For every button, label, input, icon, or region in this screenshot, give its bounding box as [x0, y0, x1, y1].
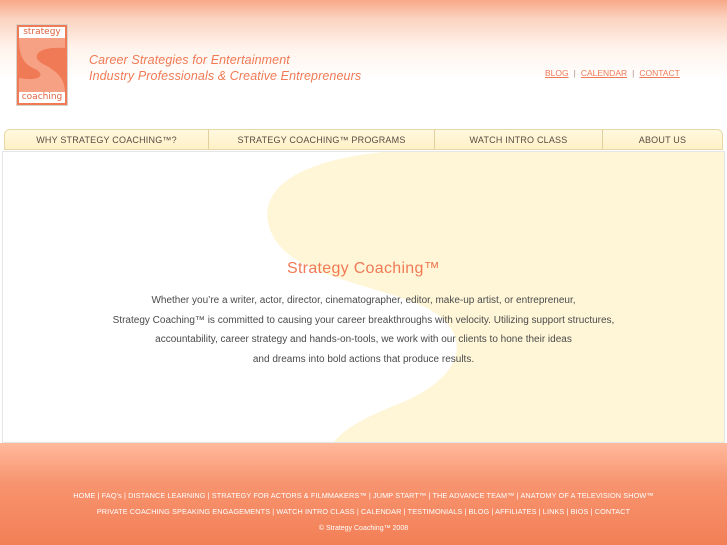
nav-why-strategy-coaching[interactable]: WHY STRATEGY COACHING™?: [5, 130, 209, 149]
footer-links: [0, 488, 727, 520]
top-links: [545, 68, 680, 78]
nav-watch-intro-class[interactable]: WATCH INTRO CLASS: [435, 130, 603, 149]
logo[interactable]: [16, 24, 68, 106]
calendar-link[interactable]: CALENDAR: [580, 68, 628, 78]
logo-top-text: strategy: [19, 27, 65, 38]
nav-programs[interactable]: STRATEGY COACHING™ PROGRAMS: [209, 130, 435, 149]
tagline-line-1: Career Strategies for Entertainment: [89, 53, 290, 67]
tagline-line-2: Industry Professionals & Creative Entrepreneurs: [89, 69, 362, 83]
intro-line: accountability, career strategy and hands-on-tools, we work with our clients to hone their ideas: [155, 334, 572, 345]
header: [0, 0, 727, 128]
intro-line: Whether you’re a writer, actor, director, cinematographer, editor, make-up artist, or entrepreneur,: [151, 295, 576, 306]
intro-line: Strategy Coaching™ is committed to causing your career breakthroughs with velocity. Utilizing support structures,: [112, 314, 615, 326]
logo-s-icon: [19, 38, 65, 93]
footer: [0, 443, 727, 545]
page-title: Strategy Coaching™: [286, 260, 441, 277]
separator: |: [573, 68, 576, 78]
blog-link[interactable]: BLOG: [545, 68, 569, 78]
logo-bottom-text: coaching: [19, 92, 65, 103]
intro-paragraph: [3, 291, 724, 369]
footer-links-line-2[interactable]: PRIVATE COACHING SPEAKING ENGAGEMENTS | WATCH INTRO CLASS | CALENDAR | TESTIMONIALS | BLOG | AFFILIATES | LINKS | BIOS | CONTACT: [96, 507, 631, 516]
footer-links-line-1[interactable]: HOME | FAQ's | DISTANCE LEARNING | STRATEGY FOR ACTORS & FILMMAKERS™ | JUMP START™ | THE ADVANCE TEAM™ | ANATOMY OF A TELEVISION SHOW™: [73, 491, 654, 500]
intro-line: and dreams into bold actions that produce results.: [252, 353, 475, 365]
nav-about-us[interactable]: ABOUT US: [638, 134, 687, 145]
contact-link[interactable]: CONTACT: [639, 68, 680, 78]
main-nav: [4, 129, 723, 150]
copyright: © Strategy Coaching™ 2008: [318, 525, 409, 532]
separator: |: [632, 68, 635, 78]
main-content: [2, 151, 725, 443]
tagline: [89, 52, 361, 84]
